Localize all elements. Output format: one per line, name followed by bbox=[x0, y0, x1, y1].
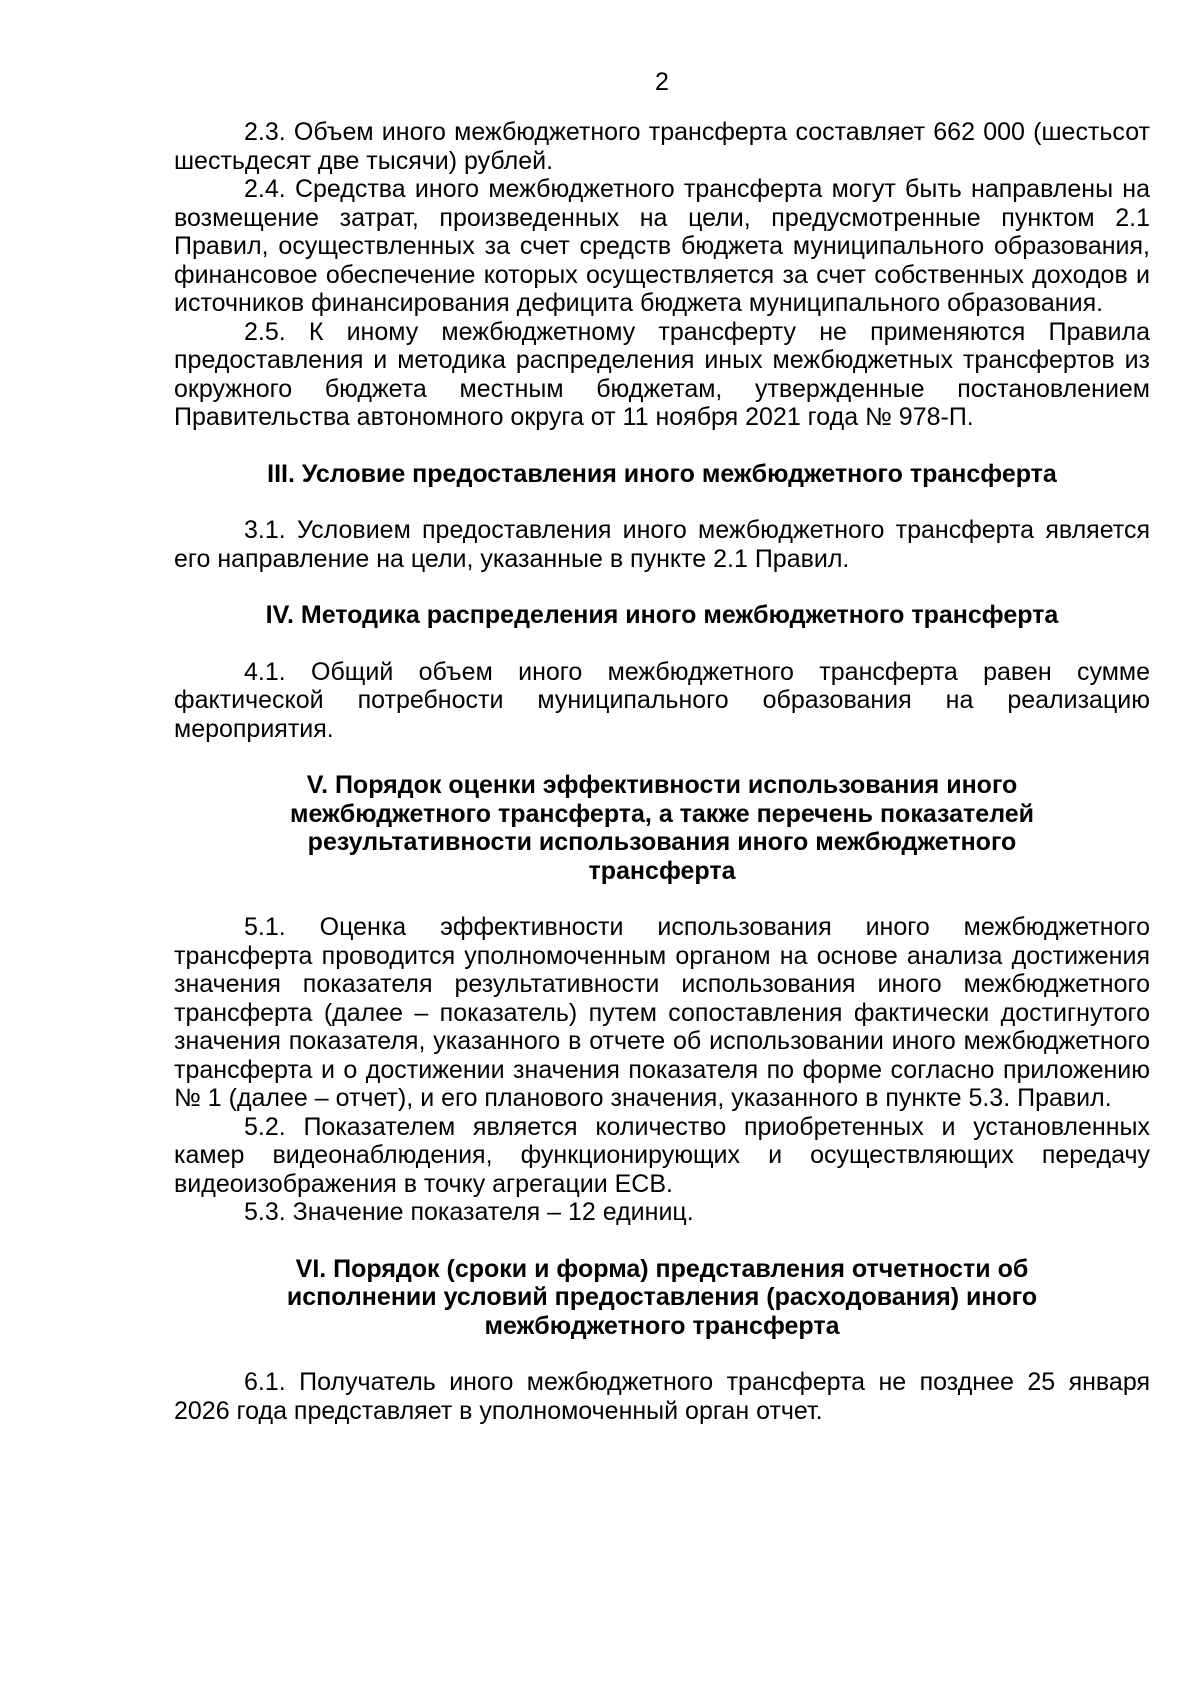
section-5-heading: V. Порядок оценки эффективности использования иного межбюджетного трансферта, а также перечень показателей результативности использования иного межбюджетного трансферта bbox=[289, 771, 1035, 885]
section-3-heading: III. Условие предоставления иного межбюджетного трансферта bbox=[267, 459, 1057, 488]
paragraph-2-5: 2.5. К иному межбюджетному трансферту не применяются Правила предоставления и методика распределения иных межбюджетных трансфертов из окружного бюджета местным бюджетам, утвержденные постановлением Правительства автономного округа от 11 ноября 2021 года № 978-П. bbox=[174, 317, 1150, 431]
paragraph-3-1: 3.1. Условием предоставления иного межбюджетного трансферта является его направление на цели, указанные в пункте 2.1 Правил. bbox=[174, 516, 1150, 573]
section-6-heading: VI. Порядок (сроки и форма) представления отчетности об исполнении условий предоставления (расходования) иного межбюджетного трансферта bbox=[286, 1254, 1038, 1340]
paragraph-2-4: 2.4. Средства иного межбюджетного трансферта могут быть направлены на возмещение затрат, произведенных на цели, предусмотренные пунктом 2.1 Правил, осуществленных за счет средств бюджета муниципального образования, финансовое обеспечение которых осуществляется за счет собственных доходов и источников финансирования дефицита бюджета муниципального образования. bbox=[174, 175, 1150, 317]
page-number: 2 bbox=[655, 68, 669, 96]
paragraph-5-2: 5.2. Показателем является количество приобретенных и установленных камер видеонаблюдения, функционирующих и осуществляющих передачу видеоизображения в точку агрегации ЕСВ. bbox=[174, 1112, 1150, 1198]
paragraph-2-3: 2.3. Объем иного межбюджетного трансферта составляет 662 000 (шестьсот шестьдесят две тысячи) рублей. bbox=[174, 118, 1150, 175]
document-page bbox=[174, 68, 1150, 1425]
section-4-heading: IV. Методика распределения иного межбюджетного трансферта bbox=[265, 601, 1059, 629]
paragraph-4-1: 4.1. Общий объем иного межбюджетного трансферта равен сумме фактической потребности муниципального образования на реализацию мероприятия. bbox=[174, 657, 1150, 743]
paragraph-6-1: 6.1. Получатель иного межбюджетного трансферта не позднее 25 января 2026 года представляет в уполномоченный орган отчет. bbox=[174, 1368, 1150, 1425]
paragraph-5-1: 5.1. Оценка эффективности использования иного межбюджетного трансферта проводится уполномоченным органом на основе анализа достижения значения показателя результативности использования иного межбюджетного трансферта (далее – показатель) путем сопоставления фактически достигнутого значения показателя, указанного в отчете об использовании иного межбюджетного трансферта и о достижении значения показателя по форме согласно приложению № 1 (далее – отчет), и его планового значения, указанного в пункте 5.3. Правил. bbox=[174, 913, 1150, 1112]
paragraph-5-3: 5.3. Значение показателя – 12 единиц. bbox=[244, 1198, 694, 1226]
